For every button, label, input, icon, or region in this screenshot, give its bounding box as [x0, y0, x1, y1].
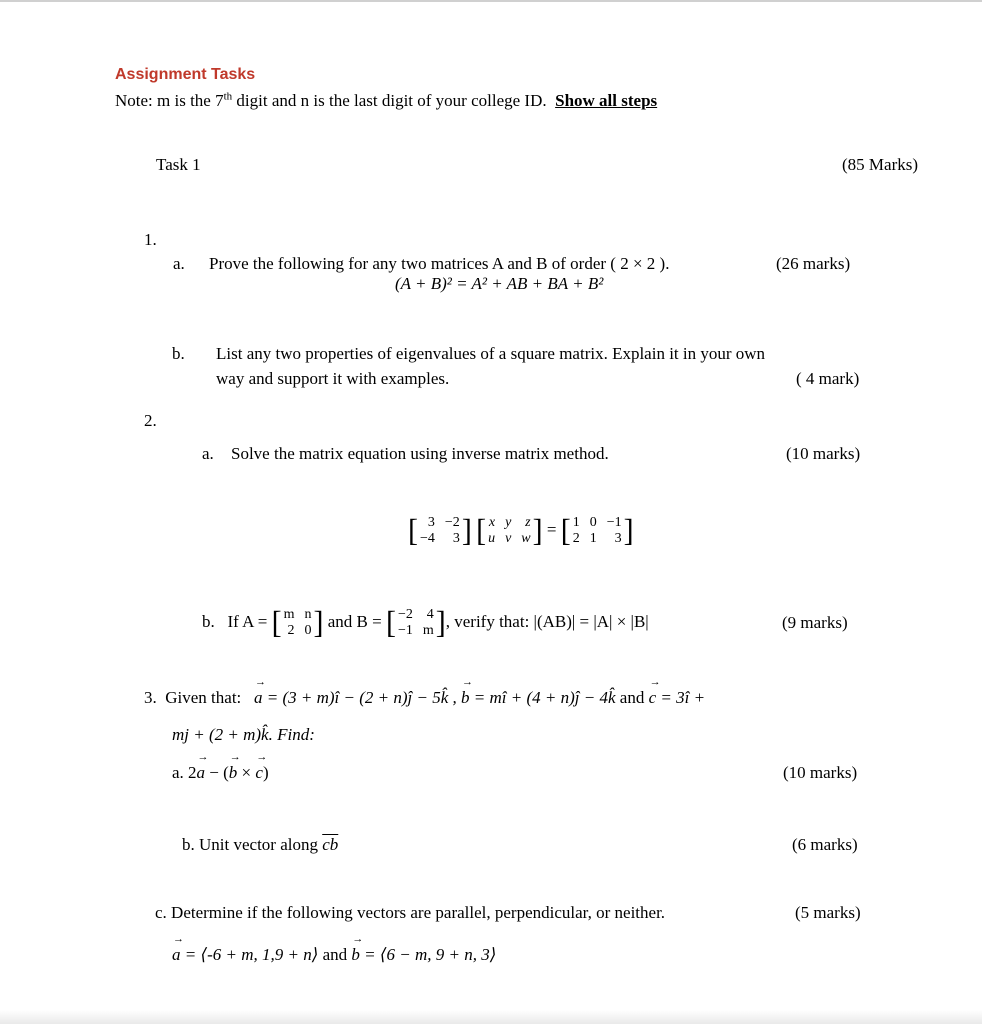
matrix-cell: −2	[397, 607, 413, 623]
q3-and: and	[615, 688, 649, 707]
note-line	[115, 91, 657, 111]
q1a-equation: (A + B)² = A² + AB + BA + B²	[395, 274, 604, 293]
note-sup: th	[223, 90, 233, 103]
q3c-b-value: = ⟨6 − m, 9 + n, 3⟩	[359, 945, 497, 964]
matrix-cell: −2	[444, 515, 460, 530]
matrix-cell: 2	[572, 531, 580, 546]
q3c-and: and	[318, 945, 352, 964]
matrix-cell: 1	[589, 531, 597, 546]
matrix-cell: m	[283, 607, 295, 623]
task-marks: (85 Marks)	[842, 155, 919, 174]
matrix-result: [ 1 0 −1 2 1 3 ]	[560, 513, 634, 548]
q2b-if: If A =	[227, 612, 268, 631]
vector-cb: $\overline{cb}$	[322, 835, 339, 854]
matrix-cell: 3	[614, 531, 622, 546]
q3c-a-value: = ⟨-6 + m, 1,9 + n⟩	[180, 945, 319, 964]
q1-number: 1.	[144, 230, 157, 249]
matrix-cell: x	[488, 515, 496, 530]
q2a-marks: (10 marks)	[786, 444, 861, 463]
matrix-cell: u	[488, 531, 496, 546]
q3a-close: )	[262, 763, 269, 782]
matrix-cell: 2	[287, 623, 295, 639]
vector-a-def: = (3 + m)î − (2 + n)ĵ − 5k̂ ,	[262, 688, 457, 707]
matrix-cell: y	[505, 515, 512, 530]
q1b-letter: b.	[172, 344, 185, 363]
q3-given: Given that:	[165, 688, 242, 707]
vector-c: → c	[649, 688, 657, 708]
matrix-B: [ −2 4 −1 m ]	[385, 605, 446, 640]
q3c-marks: (5 marks)	[795, 903, 861, 922]
vector-c-def: = 3î +	[656, 688, 706, 707]
q3-number: 3.	[144, 688, 157, 707]
note-prefix: Note: m is the 7	[115, 91, 224, 110]
task-label: Task 1	[156, 155, 201, 174]
matrix-coefficient: [ 3 −2 −4 3 ]	[408, 513, 472, 548]
q3c-vectors	[172, 945, 496, 965]
q3b-marks: (6 marks)	[792, 835, 858, 854]
q2b-letter: b.	[202, 612, 215, 631]
q2a-matrix-equation	[408, 515, 634, 547]
vector-a: → a	[254, 688, 263, 708]
q3a-label: a. 2	[172, 763, 197, 782]
q2a-letter: a.	[202, 444, 214, 463]
matrix-cell: v	[505, 531, 512, 546]
matrix-cell: 0	[589, 515, 597, 530]
q2b-and: and B =	[327, 612, 382, 631]
q1a-text: Prove the following for any two matrices A and B of order ( 2 × 2 ).	[209, 254, 670, 273]
matrix-cell: 1	[572, 515, 580, 530]
q2b-line	[202, 605, 649, 639]
vector-b: → b	[229, 763, 238, 783]
matrix-unknowns: [ x y z u v w ]	[476, 513, 543, 548]
vector-b-def: = mî + (4 + n)ĵ − 4k̂	[469, 688, 616, 707]
q3a-mid: − (	[205, 763, 229, 782]
vector-b: → b	[461, 688, 470, 708]
matrix-cell: 3	[427, 515, 435, 530]
matrix-cell: 3	[452, 531, 460, 546]
matrix-cell: w	[521, 531, 531, 546]
matrix-cell: −1	[606, 515, 622, 530]
matrix-cell: 0	[304, 623, 312, 639]
vector-a: → a	[172, 945, 181, 965]
q3c-label: c. Determine if the following vectors are parallel, perpendicular, or neither.	[155, 903, 666, 922]
q2b-marks: (9 marks)	[782, 613, 848, 632]
equals-sign: =	[546, 519, 557, 539]
matrix-cell: 4	[426, 607, 434, 623]
matrix-cell: −1	[397, 623, 413, 639]
q3a-expression	[172, 763, 269, 783]
note-suffix: digit and n is the last digit of your college ID.	[232, 91, 547, 110]
q3-line1	[144, 688, 705, 708]
vector-b: → b	[351, 945, 360, 965]
vector-c: → c	[255, 763, 263, 783]
matrix-A: [ m n 2 0 ]	[271, 605, 324, 640]
q2b-verify: , verify that: |(AB)| = |A| × |B|	[445, 612, 649, 631]
q2-number: 2.	[144, 411, 157, 430]
matrix-cell: m	[422, 623, 434, 639]
q1b-line2: way and support it with examples.	[216, 369, 450, 388]
q3-line2: mj + (2 + m)k̂. Find:	[172, 725, 315, 744]
q3a-times: ×	[237, 763, 256, 782]
vector-a: → a	[197, 763, 206, 783]
top-border	[0, 0, 982, 2]
assignment-title: Assignment Tasks	[115, 66, 256, 83]
q1b-marks: ( 4 mark)	[796, 369, 860, 388]
q1a-marks: (26 marks)	[776, 254, 851, 273]
q2a-text: Solve the matrix equation using inverse matrix method.	[231, 444, 609, 463]
matrix-cell: z	[525, 515, 531, 530]
q3b-label: b. Unit vector along	[182, 835, 323, 854]
q3a-marks: (10 marks)	[783, 763, 858, 782]
show-steps: Show all steps	[555, 91, 658, 110]
q1a-letter: a.	[173, 254, 185, 273]
q3b-line	[182, 835, 338, 855]
matrix-cell: n	[304, 607, 312, 623]
q1b-line1: List any two properties of eigenvalues of a square matrix. Explain it in your own	[216, 344, 766, 363]
matrix-cell: −4	[420, 531, 435, 546]
page-bottom-edge	[0, 1010, 982, 1024]
